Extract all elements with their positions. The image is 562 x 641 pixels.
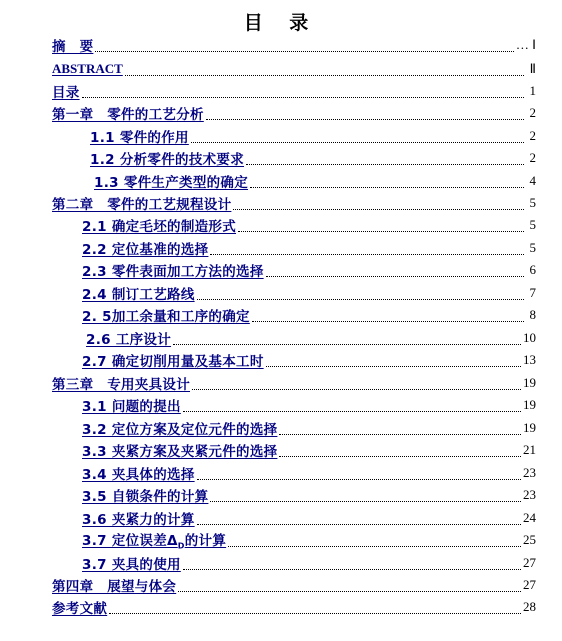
toc-entry-label[interactable]: 第二章 零件的工艺规程设计: [52, 197, 232, 213]
toc-entry-page: 5: [529, 217, 536, 232]
toc-entry-label[interactable]: 3.1 问题的提出: [82, 399, 181, 415]
toc-entry-page: 27: [523, 555, 536, 570]
toc-entry-label[interactable]: 2.4 制订工艺路线: [82, 287, 195, 303]
dot-leader: [191, 142, 524, 143]
toc-entry-label[interactable]: 3.6 夹紧力的计算: [82, 512, 195, 528]
toc-entry-label[interactable]: 1.1 零件的作用: [90, 130, 189, 146]
delta-subscript: D: [177, 541, 185, 551]
toc-entry-3-6[interactable]: [82, 507, 536, 529]
toc-entry-label[interactable]: 2.3 零件表面加工方法的选择: [82, 264, 264, 280]
toc-entry-chapter-1[interactable]: [52, 102, 536, 124]
toc-entry-contents[interactable]: [52, 80, 536, 102]
toc-entry-label[interactable]: 3.5 自锁条件的计算: [82, 489, 209, 505]
toc-entry-2-2[interactable]: [82, 237, 536, 259]
toc-entry-page: 25: [523, 532, 536, 547]
dot-leader: [233, 209, 524, 210]
delta-symbol: Δ: [167, 533, 178, 550]
toc-entry-label[interactable]: 3.7 夹具的使用: [82, 557, 181, 573]
toc-title: 目 录: [243, 12, 319, 34]
toc-entry-page: 19: [523, 375, 536, 390]
toc-entry-page: 1: [529, 83, 536, 98]
toc-entry-page: 5: [529, 240, 536, 255]
toc-entry-page: 6: [529, 262, 536, 277]
toc-entry-1-3[interactable]: [94, 170, 536, 192]
toc-entry-3-7-error[interactable]: [82, 529, 536, 551]
toc-entry-2-6[interactable]: [86, 327, 536, 349]
toc-entry-2-4[interactable]: [82, 282, 536, 304]
dot-leader: [266, 366, 521, 367]
dot-leader: [178, 591, 521, 592]
toc-entry-3-7-usage[interactable]: [82, 552, 536, 574]
dot-leader: [238, 231, 524, 232]
dot-leader: [95, 51, 514, 52]
toc-entry-3-5[interactable]: [82, 484, 536, 506]
toc-entry-chapter-3[interactable]: [52, 372, 536, 394]
toc-entry-label[interactable]: 第一章 零件的工艺分析: [52, 107, 204, 123]
toc-entry-1-1[interactable]: [90, 125, 536, 147]
toc-entry-label[interactable]: [82, 529, 226, 551]
toc-entry-page: … Ⅰ: [515, 37, 536, 52]
toc-entry-3-4[interactable]: [82, 462, 536, 484]
toc-entry-label[interactable]: 2.6 工序设计: [86, 332, 172, 348]
toc-entry-chapter-2[interactable]: [52, 192, 536, 214]
toc-entry-label[interactable]: 2.7 确定切削用量及基本工时: [82, 354, 264, 370]
toc-entry-page: 2: [529, 105, 536, 120]
toc-entry-page: 23: [523, 465, 536, 480]
toc-entry-label[interactable]: 3.3 夹紧方案及夹紧元件的选择: [82, 444, 278, 460]
dot-leader: [279, 456, 521, 457]
toc-entry-label[interactable]: 第四章 展望与体会: [52, 579, 177, 595]
dot-leader: [210, 254, 524, 255]
toc-entry-page: 19: [523, 397, 536, 412]
toc-entry-page: 21: [523, 442, 536, 457]
dot-leader: [246, 164, 524, 165]
dot-leader: [192, 389, 521, 390]
toc-entry-page: 27: [523, 577, 536, 592]
toc-entry-chapter-4[interactable]: [52, 574, 536, 596]
toc-entry-2-7[interactable]: [82, 349, 536, 371]
dot-leader: [197, 479, 521, 480]
dot-leader: [228, 546, 521, 547]
dot-leader: [183, 411, 521, 412]
toc-entry-page: 5: [529, 195, 536, 210]
toc-entry-abstract-cn[interactable]: [52, 34, 536, 56]
toc-entry-references[interactable]: [52, 596, 536, 618]
dot-leader: [197, 524, 521, 525]
toc-entry-2-3[interactable]: [82, 259, 536, 281]
toc-entry-page: 28: [523, 599, 536, 614]
toc-entry-page: 2: [529, 150, 536, 165]
toc-entry-page: Ⅱ: [529, 61, 536, 76]
toc-entry-1-2[interactable]: [90, 147, 536, 169]
toc-entry-label[interactable]: 摘 要: [52, 39, 94, 55]
toc-entry-page: 24: [523, 510, 536, 525]
toc-entry-label-suffix: 的计算: [184, 533, 227, 550]
toc-entry-label[interactable]: 3.2 定位方案及定位元件的选择: [82, 422, 278, 438]
dot-leader: [183, 569, 521, 570]
toc-entry-page: 10: [523, 330, 536, 345]
toc-entry-label-text: 3.7 定位误差: [82, 533, 168, 550]
toc-entry-page: 23: [523, 487, 536, 502]
dot-leader: [279, 434, 521, 435]
toc-entry-label[interactable]: 目录: [52, 85, 80, 101]
toc-entry-label[interactable]: 2.1 确定毛坯的制造形式: [82, 219, 237, 235]
dot-leader: [252, 321, 524, 322]
toc-entry-label[interactable]: 第三章 专用夹具设计: [52, 377, 190, 393]
dot-leader: [125, 75, 524, 76]
toc-entry-page: 19: [523, 420, 536, 435]
dot-leader: [206, 119, 524, 120]
toc-entry-page: 7: [529, 285, 536, 300]
dot-leader: [210, 501, 521, 502]
toc-entry-abstract-en[interactable]: [52, 58, 536, 80]
toc-entry-3-1[interactable]: [82, 394, 536, 416]
toc-entry-2-1[interactable]: [82, 214, 536, 236]
toc-entry-2-5[interactable]: [82, 304, 536, 326]
dot-leader: [82, 97, 524, 98]
dot-leader: [250, 187, 524, 188]
toc-entry-label[interactable]: 2.2 定位基准的选择: [82, 242, 209, 258]
toc-entry-page: 2: [529, 128, 536, 143]
dot-leader: [173, 344, 521, 345]
dot-leader: [109, 613, 521, 614]
dot-leader: [266, 276, 524, 277]
toc-entry-page: 4: [529, 173, 536, 188]
toc-entry-label[interactable]: 3.4 夹具体的选择: [82, 467, 195, 483]
toc-entry-label[interactable]: 参考文献: [52, 601, 108, 617]
toc-entry-page: 13: [523, 352, 536, 367]
toc-entry-label[interactable]: ABSTRACT: [52, 61, 123, 76]
toc-entry-label[interactable]: 1.3 零件生产类型的确定: [94, 175, 249, 191]
toc-entry-label[interactable]: 1.2 分析零件的技术要求: [90, 152, 245, 168]
toc-entry-label[interactable]: 2. 5加工余量和工序的确定: [82, 309, 250, 325]
dot-leader: [197, 299, 524, 300]
toc-entry-3-3[interactable]: [82, 439, 536, 461]
toc-entry-3-2[interactable]: [82, 417, 536, 439]
toc-entry-page: 8: [529, 307, 536, 322]
